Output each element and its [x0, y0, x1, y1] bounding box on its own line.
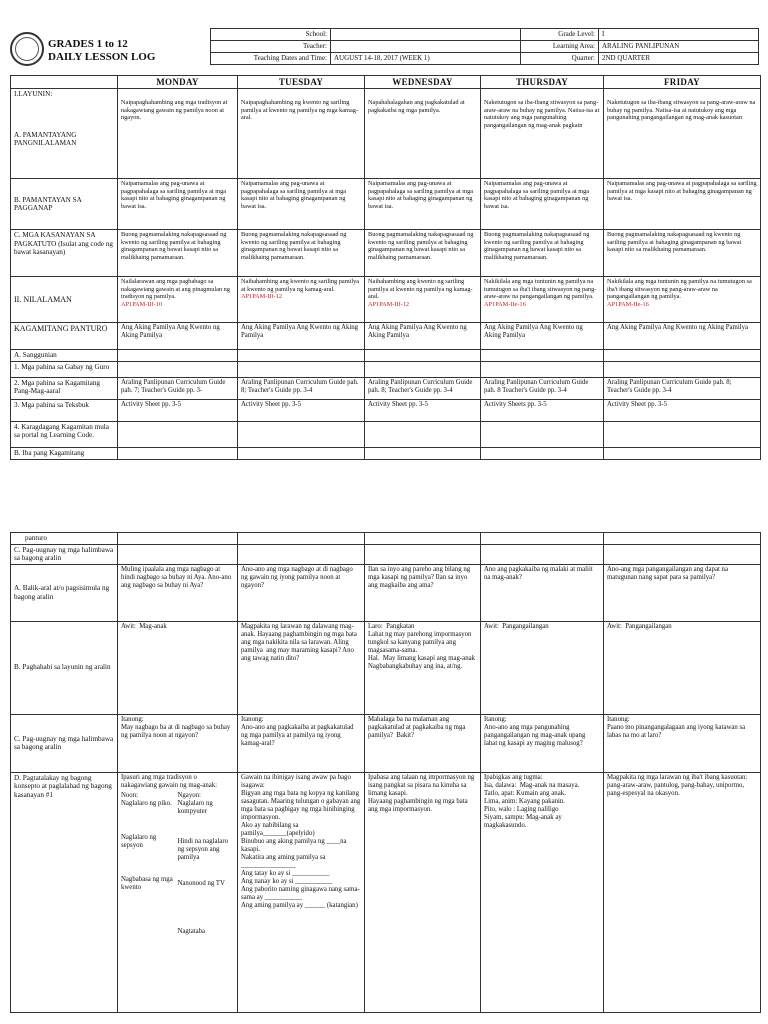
balik-aral-friday: Ano-ang mga pangangailangan ang dapat na matugunan nang sapat para sa pamilya? [604, 564, 761, 621]
kagamitan-tuesday: Ang Aking Pamilya Ang Kwento ng Aking Pamilya [238, 323, 365, 350]
quarter-label: Quarter: [521, 53, 599, 65]
nilalaman-text: Naihahambing ang kwento ng sariling pamilya at kwento ng pamilya ng kamag-aral. [368, 278, 473, 301]
mag-aaral-tuesday: Araling Panlipunan Curriculum Guide pah. 8; Teacher's Guide pp. 3-4 [238, 377, 365, 399]
b-wednesday: Naipamamalas ang pag-unawa at pagpapahalaga sa sariling pamilya at mga kasapi nito at bahaging ginagampanan ng bawat isa. [365, 179, 481, 230]
gabay-ng-guro-label: 1. Mga pahina sa Gabay ng Guro [11, 361, 118, 377]
pagtatalakay-thursday: Ipabigkas ang tugma: Isa, dalawa: Mag-anak na masaya. Tatlo, apat: Kumain ang anak. Lima, anim: Kayang pakanin. Pito, walo : Laging naliligo Siyam, sampu: Mag-anak ay magkakasundo. [481, 772, 604, 1012]
school-label: School: [211, 29, 331, 41]
title-log: DAILY LESSON LOG [48, 51, 156, 63]
layunin-label-cell [11, 89, 118, 179]
nilalaman-tuesday [238, 277, 365, 323]
ngayon-column [178, 792, 235, 936]
c-monday: Buong pagmamalaking nakapagsasaad ng kwento ng sariling pamilya at bahaging ginagampanan ng bawat kasapi nito sa malikhaing pamamaraan. [118, 230, 238, 277]
day-thursday: THURSDAY [481, 76, 604, 89]
dates-value: AUGUST 14-18, 2017 (WEEK 1) [331, 53, 521, 65]
noon-item: Naglalaro ng sepsyon [121, 833, 157, 849]
ngayon-item: Nanonood ng TV [177, 879, 225, 887]
layunin-label: I.LAYUNIN: [14, 90, 53, 98]
teacher-value [331, 41, 521, 53]
deped-seal-icon [10, 32, 44, 66]
area-value: ARALING PANLIPUNAN [599, 41, 759, 53]
nilalaman-text: Nailalarawan ang mga pagbabago sa nakagawiang gawain at ang pinagmulan ng tradisyon ng pamilya. [121, 278, 230, 301]
pagtatalakay-wednesday: Ipabasa ang talaan ng impormasyon ng isang pangkat sa pisara na kinuha sa limang kasapi. Hayaang paghambingin ng mga bata ang mga impormasyon. [365, 772, 481, 1012]
noon-item: Naglalaro ng piko. [121, 799, 172, 807]
nilalaman-text: Nakikilala ang mga tuntunin ng pamilya na tumutugon sa iba't ibang sitwasyon ng pang-araw-araw na pangangailangan ng pamilya. [484, 278, 597, 301]
a-friday: Naketutugon sa iba-ibang sitwasyon sa pang-araw-araw na buhay ng pamilya. Naiisa-isa at natutukoy ang mga pangunahing pangangailangan ng mag-anak kasuotan [604, 89, 761, 179]
corner-cell [11, 76, 118, 89]
paghahabi-monday: Awit: Mag-anak [118, 621, 238, 714]
paghahabi-tuesday: Magpakita ng larawan ng dalawang mag-anak. Hayaang paghambingin ng mga bata ang mga nakikita nila sa larawan. Aling pamilya ang may maraming kasapi? Ano ang tawag natin dito? [238, 621, 365, 714]
panturo-label: panturo [11, 533, 118, 545]
karagdagang-kagamitan-label: 4. Karagdagang Kagamitan mula sa portal ng Learning Code. [11, 421, 118, 447]
sanggunian-label: A. Sanggunian [11, 350, 118, 362]
kagamitang-panturo-label: KAGAMITANG PANTURO [11, 323, 118, 350]
pagtatalakay-label: D. Pagtatalakay ng bagong konsepto at paglalahad ng bagong kasanayan #1 [11, 772, 118, 1012]
noon-ngayon-columns [121, 792, 234, 936]
header-title [48, 38, 155, 64]
grade-label: Grade Level: [521, 29, 599, 41]
teksbuk-thursday: Activity Sheets pp. 3-5 [481, 399, 604, 421]
dates-label: Teaching Dates and Time: [211, 53, 331, 65]
lesson-table-1 [10, 75, 761, 460]
pag-uugnay-label: C. Pag-uugnay ng mga halimbawa sa bagong aralin [11, 714, 118, 772]
teksbuk-wednesday: Activity Sheet pp. 3-5 [365, 399, 481, 421]
pamantayang-pangnilalaman-label: A. PAMANTAYANG PANGNILALAMAN [14, 130, 77, 147]
c-friday: Buong pagmamalaking nakapagsasaad ng kwento ng sariling pamilya at bahaging ginagampanan ng bawat kasapi nito sa malikhaing pamamaraan. [604, 230, 761, 277]
kasanayan-sa-pagkatuto-label: C. MGA KASANAYAN SA PAGKATUTO (Isulat ang code ng bawat kasanayan) [11, 230, 118, 277]
day-tuesday: TUESDAY [238, 76, 365, 89]
b-friday: Naipamamalas ang pag-unawa at pagpapahalaga sa sariling pamilya at mga kasapi nito at bahaging ginagampanan ng bawat isa. [604, 179, 761, 230]
school-value [331, 29, 521, 41]
teksbuk-tuesday: Activity Sheet pp. 3-5 [238, 399, 365, 421]
competency-code: AP1PAM-IIe-16 [607, 300, 649, 308]
teksbuk-monday: Activity Sheet pp. 3-5 [118, 399, 238, 421]
pag-uugnay-thursday: Itanong: Ano-ano ang mga pangunahing pangangailangan ng mag-anak upang lahat ng kasapi ay maging malusog? [481, 714, 604, 772]
balik-aral-thursday: Ano ang pagkakaiba ng malaki at maliit na mag-anak? [481, 564, 604, 621]
pagtatalakay-tuesday: Gawain na ibinigay isang awaw pa bago isagawa: Bigyan ang mga bata ng kopya ng kanilang sasagutan. Maaring tulungan o gabayan ang mga bata sa pagbigay ng mga hinihinging impormasyon. Ako ay nabibilang sa pamilya_______(apelyido) Binubuo ang aking pamilya ng ____na kasapi. Nakatira ang aming pamilya sa ________________ Ang tatay ko ay si ___________ Ang nanay ko ay si ___________ Ang paborito naming ginagawa nang sama-sama ay ___________ Ang aming pamilya ay ______ (katangian) [238, 772, 365, 1012]
day-monday: MONDAY [118, 76, 238, 89]
kagamitan-wednesday: Ang Aking Pamilya Ang Kwento ng Aking Pamilya [365, 323, 481, 350]
teacher-label: Teacher: [211, 41, 331, 53]
c-label: C. Pag-uugnay ng mga halimbawa sa bagong aralin [11, 544, 118, 564]
pagtatalakay-intro: Ipasuri ang mga tradisyon o nakagawiang gawain ng mag-anak: [121, 773, 218, 789]
ngayon-item: Naglalaro ng kompyuter [177, 799, 213, 815]
nilalaman-monday [118, 277, 238, 323]
a-thursday: Naketutugon sa iba-ibang sitwasyon sa pang-araw-araw na buhay ng pamilya. Naiisa-isa at natutukoy ang mga pangunahing pangangailangan ng mag-anak pagkain [481, 89, 604, 179]
ngayon-header: Ngayon: [177, 791, 201, 799]
c-tuesday: Buong pagmamalaking nakapagsasaad ng kwento ng sariling pamilya at bahaging ginagampanan ng bawat kasapi nito sa malikhaing pamamaraan. [238, 230, 365, 277]
competency-code: AP1PAM-IIe-16 [484, 300, 526, 308]
paghahabi-thursday: Awit: Pangangailangan [481, 621, 604, 714]
paghahabi-friday: Awit: Pangangailangan [604, 621, 761, 714]
balik-aral-label: A. Balik-aral at/o pagsisimula ng bagong aralin [11, 564, 118, 621]
pag-uugnay-tuesday: Itanong: Ano-ano ang pagkakaiba at pagkakatulad ng mga pamilya at pamilya ng iyong kamag-aral? [238, 714, 365, 772]
mag-aaral-friday: Araling Panlipunan Curriculum Guide pah. 8; Teacher's Guide pp. 3-4 [604, 377, 761, 399]
kagamitang-mag-aaral-label: 2. Mga pahina sa Kagamitang Pang-Mag-aaral [11, 377, 118, 399]
kagamitan-monday: Ang Aking Pamilya Ang Kwento ng Aking Pamilya [118, 323, 238, 350]
nilalaman-label: II. NILALAMAN [11, 277, 118, 323]
b-thursday: Naipamamalas ang pag-unawa at pagpapahalaga sa sariling pamilya at mga kasapi nito at bahaging ginagampanan ng bawat isa. [481, 179, 604, 230]
teksbuk-label: 3. Mga pahina sa Teksbuk [11, 399, 118, 421]
balik-aral-monday: Muling ipaalala ang mga nagbago at hindi nagbago sa buhay ni Aya. Ano-ano ang nagbago sa buhay ni Aya? [118, 564, 238, 621]
nilalaman-text: Nakikilala ang mga tuntunin ng pamilya na tumutugon sa iba't ibang sitwasyon ng pang-araw-araw na pangangailangan ng pamilya. [607, 278, 752, 301]
b-monday: Naipamamalas ang pag-unawa at pagpapahalaga sa sariling pamilya at mga kasapi nito at bahaging ginagampanan ng bawat isa. [118, 179, 238, 230]
grade-value: I [599, 29, 759, 41]
c-wednesday: Buong pagmamalaking nakapagsasaad ng kwento ng sariling pamilya at bahaging ginagampanan ng bawat kasapi nito sa malikhaing pamamaraan. [365, 230, 481, 277]
b-tuesday: Naipamamalas ang pag-unawa at pagpapahalaga sa sariling pamilya at mga kasapi nito at bahaging ginagampanan ng bawat isa. [238, 179, 365, 230]
kagamitan-friday: Ang Aking Pamilya Ang Kwento ng Aking Pamilya [604, 323, 761, 350]
mag-aaral-thursday: Araling Panlipunan Curriculum Guide pah. 8 Teacher's Guide pp. 3-4 [481, 377, 604, 399]
quarter-value: 2ND QUARTER [599, 53, 759, 65]
nilalaman-text: Naihahambing ang kwento ng sariling pamilya at kwento ng pamilya ng kamag-aral. [241, 278, 360, 293]
iba-pang-kagamitan-label: B. Iba pang Kagamitang [11, 447, 118, 459]
pag-uugnay-friday: Itanong: Paano mo pinangangalagaan ang iyong katawan sa labas na mo at laro? [604, 714, 761, 772]
mag-aaral-wednesday: Araling Panlipunan Curriculum Guide pah. 8; Teacher's Guide pp. 3-4 [365, 377, 481, 399]
balik-aral-tuesday: Ano-ano ang mga nagbago at di nagbago ng gawain ng iyong pamilya noon at ngayon? [238, 564, 365, 621]
noon-column [121, 792, 178, 936]
pagtatalakay-friday: Magpakita ng mga larawan ng iba't ibang kasuotan: pang-araw-araw, pantulog, pang-bahay, unipormo, pang-espesyal na okasyon. [604, 772, 761, 1012]
title-grades: GRADES 1 to 12 [48, 38, 128, 50]
nilalaman-friday [604, 277, 761, 323]
pamantayan-sa-pagganap-label: B. PAMANTAYAN SA PAGGANAP [11, 179, 118, 230]
mag-aaral-monday: Araling Panlipunan Curriculum Guide pah. 7; Teacher's Guide pp. 3- [118, 377, 238, 399]
pag-uugnay-wednesday: Mahalaga ba na malaman ang pagkakatulad at pagkakaiba ng mga pamilya? Bakit? [365, 714, 481, 772]
ngayon-item: Nagtataba [177, 927, 206, 935]
competency-code: AP1PAM-IIf-12 [241, 293, 283, 301]
balik-aral-wednesday: Ilan sa inyo ang pareho ang bilang ng mga kasapi ng pamilya? Ilan sa inyo ang magkaiba ang ama? [365, 564, 481, 621]
day-friday: FRIDAY [604, 76, 761, 89]
ngayon-item: Hindi na naglalaro ng sepsyon ang pamilya [177, 837, 229, 861]
lesson-table-2 [10, 532, 761, 1013]
pagtatalakay-monday [118, 772, 238, 1012]
noon-header: Noon: [121, 791, 138, 799]
teksbuk-friday: Activity Sheet pp. 3-5 [604, 399, 761, 421]
competency-code: AP1PAM-IIf-10 [121, 300, 163, 308]
competency-code: AP1PAM-IIf-12 [368, 300, 410, 308]
pag-uugnay-monday: Itanong: May nagbago ba at di nagbago sa buhay ng pamilya noon at ngayon? [118, 714, 238, 772]
c-thursday: Buong pagmamalaking nakapagsasaad ng kwento ng sariling pamilya at bahaging ginagampanan ng bawat kasapi nito sa malikhaing pamamaraan. [481, 230, 604, 277]
a-tuesday: Naipapaghahambing ng kwento ng sariling pamilya at kwento ng pamilya ng mga kamag-aral. [238, 89, 365, 179]
a-wednesday: Napahahalagahan ang pagkakatulad at pagkakaiba ng mga pamilya. [365, 89, 481, 179]
kagamitan-thursday: Ang Aking Pamilya Ang Kwento ng Aking Pamilya [481, 323, 604, 350]
nilalaman-thursday [481, 277, 604, 323]
nilalaman-wednesday [365, 277, 481, 323]
day-wednesday: WEDNESDAY [365, 76, 481, 89]
a-monday: Naipapaghahambing ang mga tradisyon at nakagawiang gawain ng pamilya noon at ngayon. [118, 89, 238, 179]
area-label: Learning Area: [521, 41, 599, 53]
paghahabi-label: B. Paghahabi sa layunin ng aralin [11, 621, 118, 714]
noon-item: Nagbabasa ng mga kwento [121, 875, 173, 891]
paghahabi-wednesday: Laro: Pangkatan Lahat ng may parehong impormasyon tungkol sa kanyang pamilya ang magsasama-sama. Hal. May limang kasapi ang mag-anak Nagbabangkabuhay ang ina, at/ng. [365, 621, 481, 714]
info-table [210, 28, 759, 65]
